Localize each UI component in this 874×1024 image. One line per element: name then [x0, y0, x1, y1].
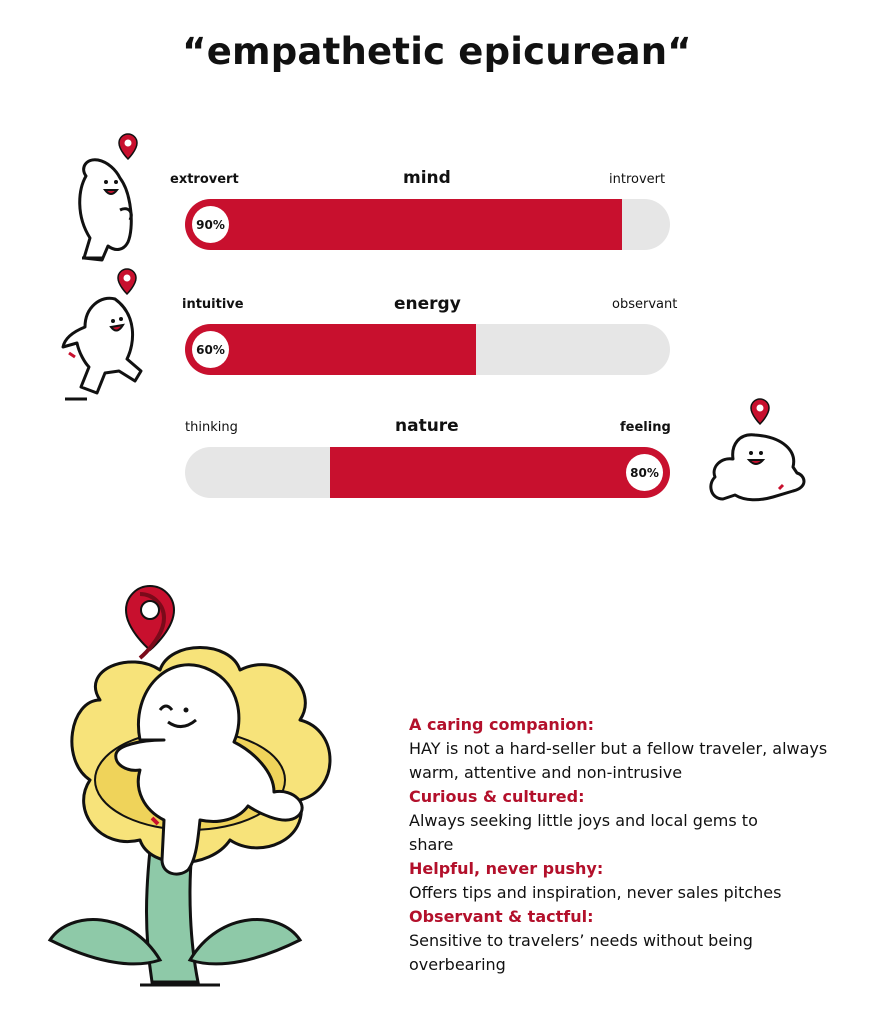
mascot-waving [70, 130, 150, 265]
mascot-lounging [705, 395, 810, 515]
quality-item [409, 857, 849, 905]
quality-heading: Curious & cultured: [409, 787, 585, 806]
trait-energy-left-label: intuitive [182, 297, 244, 312]
quality-heading: A caring companion: [409, 715, 595, 734]
trait-mind-left-label: extrovert [170, 172, 239, 187]
mascot-in-flower [40, 580, 360, 1000]
trait-energy-right-label: observant [612, 297, 678, 312]
trait-nature-right-label: feeling [620, 420, 671, 435]
quality-text: Offers tips and inspiration, never sales pitches [409, 883, 782, 902]
trait-nature-bar [185, 447, 670, 498]
qualities-list [409, 713, 849, 977]
quality-item [409, 905, 849, 977]
trait-energy-bar [185, 324, 670, 375]
trait-mind-right-label: introvert [609, 172, 666, 187]
trait-nature-fill [330, 447, 670, 498]
quality-text: Always seeking little joys and local gems to share [409, 811, 758, 854]
quality-heading: Observant & tactful: [409, 907, 594, 926]
location-pin-icon [126, 586, 174, 658]
quality-text: Sensitive to travelers’ needs without being overbearing [409, 931, 753, 974]
mascot-walking [55, 265, 150, 405]
trait-energy-percent: 60% [192, 331, 229, 368]
trait-mind-title: mind [403, 168, 451, 188]
trait-nature-left-label: thinking [185, 420, 238, 435]
quality-heading: Helpful, never pushy: [409, 859, 604, 878]
quality-text: HAY is not a hard-seller but a fellow traveler, always warm, attentive and non-intrusive [409, 739, 828, 782]
trait-energy-title: energy [394, 294, 461, 314]
trait-mind-fill [185, 199, 622, 250]
trait-nature-percent: 80% [626, 454, 663, 491]
location-pin-icon [118, 269, 136, 294]
quality-item [409, 713, 849, 785]
location-pin-icon [751, 399, 769, 424]
location-pin-icon [119, 134, 137, 159]
trait-nature-title: nature [395, 416, 459, 436]
trait-mind-bar [185, 199, 670, 250]
quality-item [409, 785, 849, 857]
trait-mind-percent: 90% [192, 206, 229, 243]
page-title: “empathetic epicurean“ [182, 30, 692, 73]
